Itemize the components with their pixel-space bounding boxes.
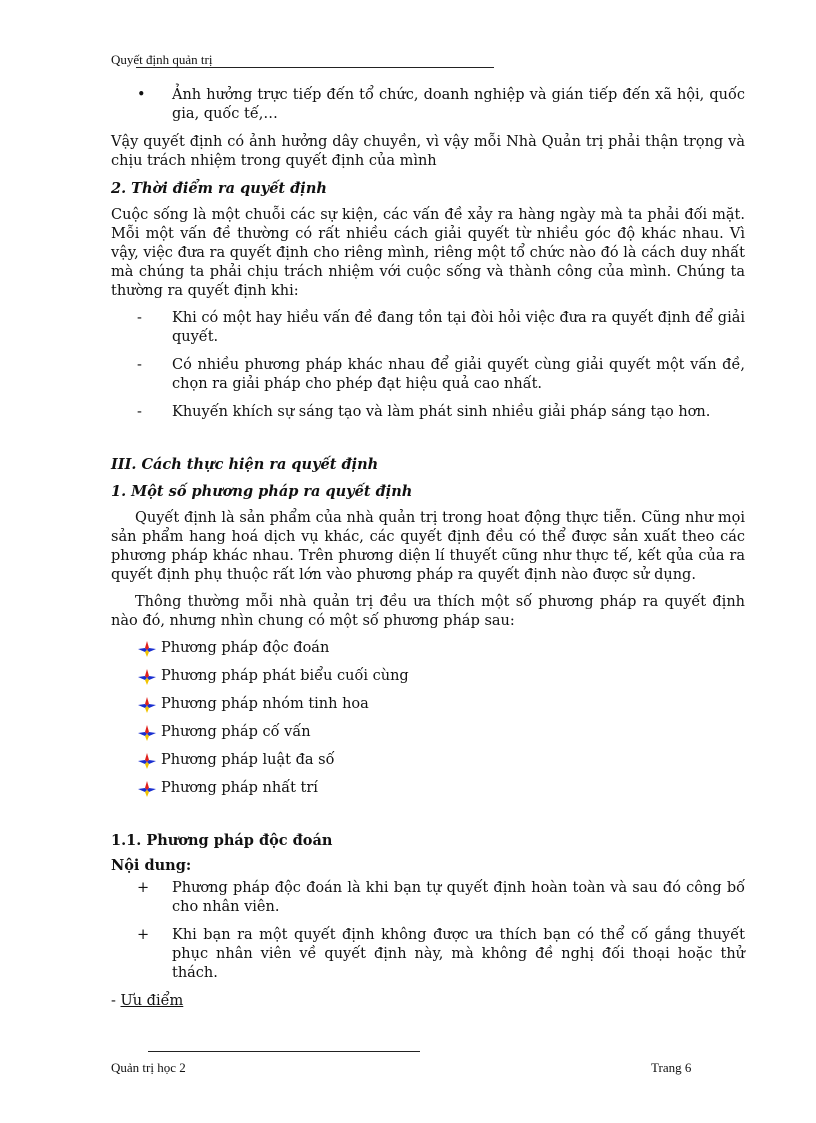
advantage-line	[111, 992, 745, 1011]
method-item	[111, 779, 745, 798]
method-label: Phương pháp nhất trí	[161, 780, 318, 796]
bullet-item-influence	[111, 86, 745, 124]
section-heading-III: III. Cách thực hiện ra quyết định	[111, 456, 379, 473]
footer-rule	[148, 1051, 420, 1052]
paragraph-chain: Vậy quyết định có ảnh hưởng dây chuyền, vì vậy mỗi Nhà Quản trị phải thận trọng và chịu trách nhiệm trong quyết định của mình	[111, 134, 745, 169]
plus-item	[111, 879, 745, 917]
dash-item	[111, 403, 745, 422]
method-item	[111, 667, 745, 686]
method-item	[111, 695, 745, 714]
icon-shape	[138, 781, 156, 797]
method-item	[111, 723, 745, 742]
plus-item	[111, 926, 745, 983]
advantage-prefix: -	[111, 993, 121, 1009]
footer-course-title: Quản trị học 2	[111, 1060, 186, 1075]
dash-text: Khuyến khích sự sáng tạo và làm phát sinh nhiều giải pháp sáng tạo hơn.	[172, 404, 711, 420]
dash-text: Có nhiều phương pháp khác nhau để giải quyết cùng giải quyết một vấn đề, chọn ra giải pháp cho phép đạt hiệu quả cao nhất.	[172, 357, 745, 392]
section-heading-2: 2. Thời điểm ra quyết định	[111, 180, 327, 197]
plus-list	[111, 879, 745, 983]
method-item	[111, 639, 745, 658]
method-list	[111, 639, 745, 798]
method-label: Phương pháp cố vấn	[161, 724, 311, 740]
method-bullet-icon	[136, 668, 158, 686]
bullet-marker: •	[137, 87, 146, 103]
section-heading-1-1: 1.1. Phương pháp độc đoán	[111, 832, 333, 849]
icon-shape	[138, 753, 156, 769]
plus-text: Khi bạn ra một quyết định không được ưa thích bạn có thể cố gắng thuyết phục nhân viên về quyết định này, mà không đề nghị đối thoại hoặc thử thách.	[172, 927, 745, 981]
plus-text: Phương pháp độc đoán là khi bạn tự quyết định hoàn toàn và sau đó công bố cho nhân viên.	[172, 880, 745, 915]
header-rule	[136, 67, 494, 68]
dash-list	[111, 309, 745, 422]
icon-shape	[138, 725, 156, 741]
dash-marker: -	[137, 404, 142, 420]
method-bullet-icon	[136, 780, 158, 798]
content-label: Nội dung:	[111, 857, 192, 874]
icon-shape	[138, 641, 156, 657]
footer-page-number: Trang 6	[651, 1060, 692, 1075]
dash-marker: -	[137, 357, 142, 373]
dash-marker: -	[137, 310, 142, 326]
method-label: Phương pháp độc đoán	[161, 640, 330, 656]
paragraph-life: Cuộc sống là một chuỗi các sự kiện, các vấn đề xảy ra hàng ngày mà ta phải đối mặt. Mỗi một vấn đề thường có rất nhiều cách giải quyết từ nhiều góc độ khác nhau. Vì vậy, việc đưa ra quyết định cho riêng mình, riêng một tổ chức nào đó là cách duy nhất mà chúng ta phải chịu trách nhiệm với cuộc sống và thành công của mình. Chúng ta thường ra quyết định khi:	[111, 207, 745, 299]
icon-shape	[138, 669, 156, 685]
plus-marker: +	[137, 927, 150, 943]
method-bullet-icon	[136, 640, 158, 658]
dash-item	[111, 309, 745, 347]
method-item	[111, 751, 745, 770]
page-content	[111, 86, 745, 1011]
icon-shape	[138, 697, 156, 713]
dash-text: Khi có một hay hiều vấn đề đang tồn tại đòi hỏi việc đưa ra quyết định để giải quyết.	[172, 310, 745, 345]
section-heading-1: 1. Một số phương pháp ra quyết định	[111, 483, 413, 500]
method-label: Phương pháp luật đa số	[161, 752, 335, 768]
method-bullet-icon	[136, 752, 158, 770]
advantage-label: Ưu điểm	[120, 993, 184, 1009]
page-header-title: Quyết định quản trị	[111, 52, 213, 67]
method-bullet-icon	[136, 724, 158, 742]
method-label: Phương pháp nhóm tinh hoa	[161, 696, 369, 712]
bullet-text: Ảnh hưởng trực tiếp đến tổ chức, doanh nghiệp và gián tiếp đến xã hội, quốc gia, quốc tế,…	[172, 87, 745, 122]
plus-marker: +	[137, 880, 150, 896]
paragraph-product: Quyết định là sản phẩm của nhà quản trị trong hoat động thực tiễn. Cũng như mọi sản phẩm hang hoá dịch vụ khác, các quyết định đều có thể được sản xuất theo các phương pháp khác nhau. Trên phương diện lí thuyết cũng như thực tế, kết qủa của ra quyết định phụ thuộc rất lớn vào phương pháp ra quyết định nào được sử dụng.	[111, 510, 745, 583]
paragraph-methods: Thông thường mỗi nhà quản trị đều ưa thích một số phương pháp ra quyết định nào đó, nhưng nhìn chung có một số phương pháp sau:	[111, 594, 745, 629]
method-bullet-icon	[136, 696, 158, 714]
method-label: Phương pháp phát biểu cuối cùng	[161, 668, 409, 684]
dash-item	[111, 356, 745, 394]
